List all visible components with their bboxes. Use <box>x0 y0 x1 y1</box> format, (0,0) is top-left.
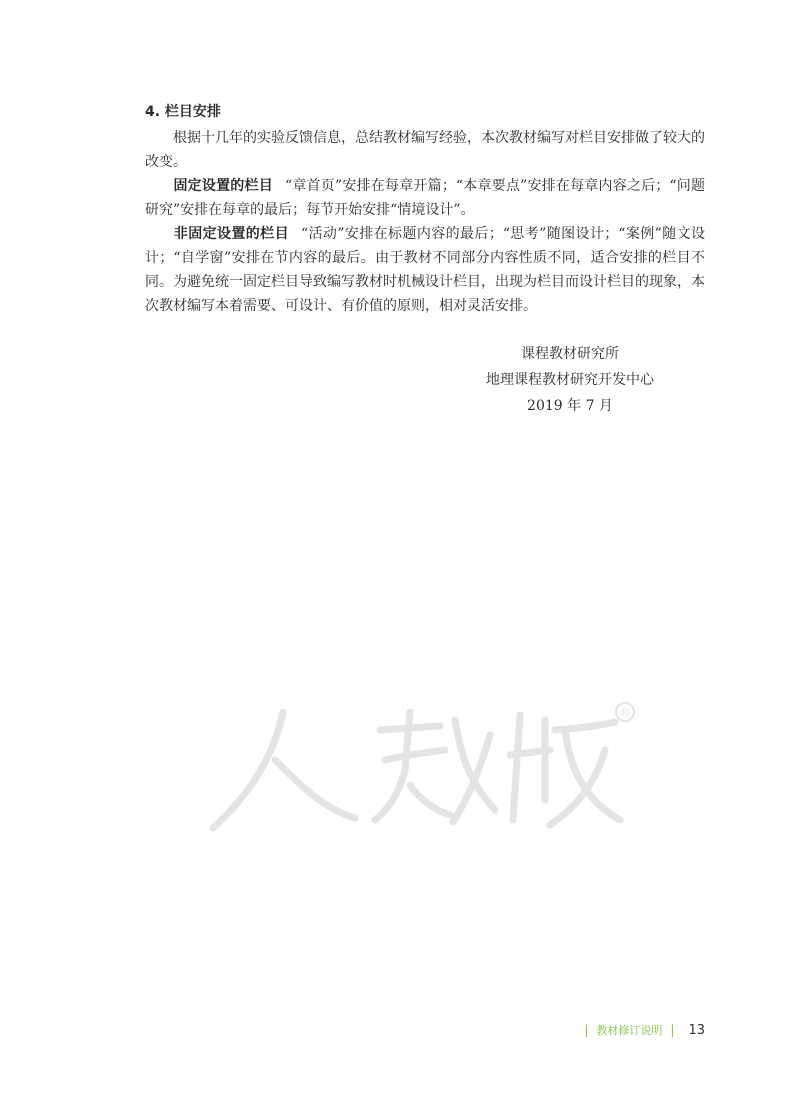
fixed-columns-label: 固定设置的栏目 <box>173 178 273 194</box>
signature-org-1: 课程教材研究所 <box>521 346 619 362</box>
nonfixed-columns-paragraph <box>145 222 705 318</box>
fixed-columns-text: “章首页”安排在每章开篇；“本章要点”安排在每章内容之后；“问题研究”安排在每章的最后；每节开始安排“情境设计”。 <box>145 178 705 218</box>
svg-text:®: ® <box>619 706 631 720</box>
footer-separator-left: | <box>584 1023 589 1037</box>
signature-org-2: 地理课程教材研究开发中心 <box>486 372 654 388</box>
footer-separator-right: | <box>670 1023 675 1037</box>
page-number: 13 <box>688 1022 705 1038</box>
section-heading: 4. 栏目安排 <box>145 104 221 120</box>
intro-text: 根据十几年的实验反馈信息，总结教材编写经验，本次教材编写对栏目安排做了较大的改变。 <box>145 130 705 170</box>
signature-date: 2019 年 7 月 <box>527 398 613 414</box>
footer-title: 教材修订说明 <box>596 1024 663 1037</box>
page-footer <box>584 1022 705 1038</box>
main-content <box>145 100 705 318</box>
fixed-columns-paragraph <box>145 174 705 222</box>
nonfixed-columns-label: 非固定设置的栏目 <box>173 226 289 242</box>
nonfixed-columns-text: “活动”安排在标题内容的最后；“思考”随图设计；“案例”随文设计；“自学窗”安排在节内容的最后。由于教材不同部分内容性质不同，适合安排的栏目不同。为避免统一固定栏目导致编写教材时机械设计栏目，出现为栏目而设计栏目的现象，本次教材编写本着需要、可设计、有价值的原则，相对灵活安排。 <box>145 226 705 314</box>
signature-block <box>460 341 680 419</box>
publisher-watermark-logo <box>205 690 635 840</box>
registered-mark-icon <box>616 703 634 721</box>
intro-paragraph <box>145 126 705 174</box>
